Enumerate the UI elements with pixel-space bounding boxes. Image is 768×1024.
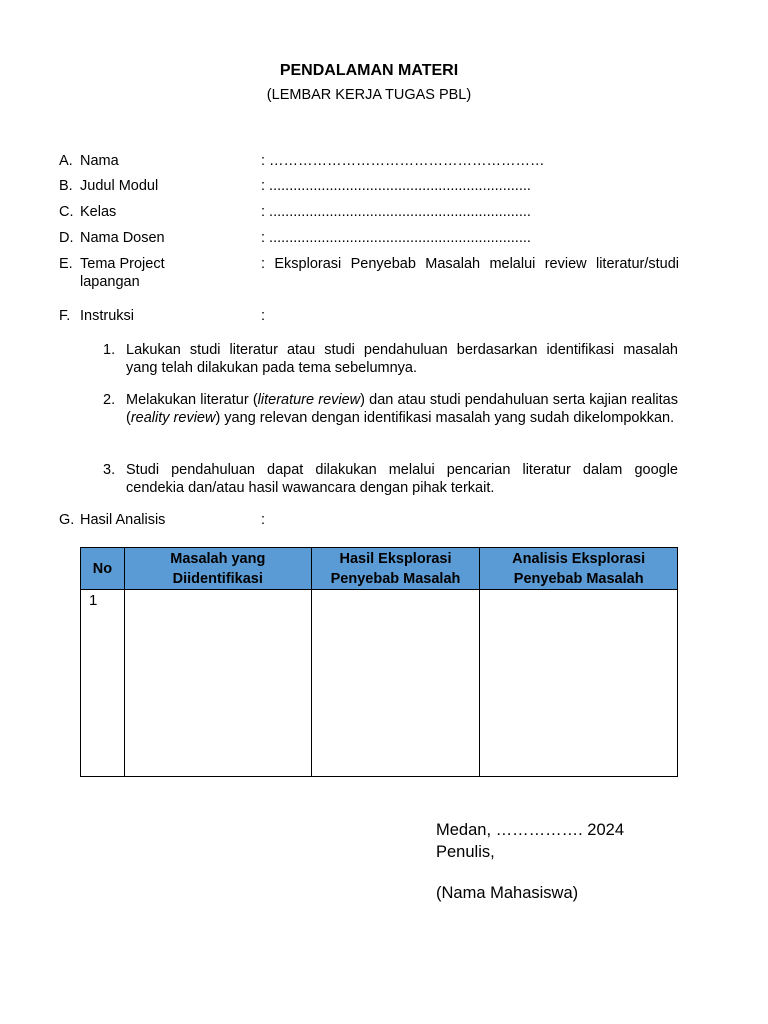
- field-label: Hasil Analisis: [80, 512, 166, 528]
- signature-place-date: Medan, ……………. 2024: [436, 821, 624, 839]
- field-value: : .................................................................: [261, 230, 531, 246]
- analysis-table: [80, 547, 678, 777]
- instruction-emphasis: literature review: [257, 392, 361, 408]
- instruction-line: cendekia dan/atau hasil wawancara dengan pihak terkait.: [126, 480, 495, 496]
- instruction-line: yang telah dilakukan pada tema sebelumnya.: [126, 360, 417, 376]
- table-cell-no[interactable]: 1: [81, 590, 125, 777]
- instruction-emphasis: reality review: [130, 410, 216, 426]
- page-subtitle: (LEMBAR KERJA TUGAS PBL): [266, 87, 472, 103]
- field-value: : .................................................................: [261, 204, 531, 220]
- table-cell-analisis-eksplorasi[interactable]: [480, 590, 678, 777]
- table-header-row: [81, 548, 678, 590]
- table-cell-masalah[interactable]: [124, 590, 311, 777]
- instruction-number: 3.: [103, 462, 116, 478]
- table-header-no: No: [81, 548, 125, 590]
- field-letter: D.: [59, 230, 74, 246]
- field-label: [80, 255, 250, 291]
- field-letter: B.: [59, 178, 73, 194]
- field-label: Nama: [80, 153, 119, 169]
- field-letter: E.: [59, 256, 73, 272]
- instruction-segment: ) dan atau studi pendahuluan serta kajian realitas (: [126, 392, 678, 426]
- instruction-number: 2.: [103, 392, 116, 408]
- signature-name: (Nama Mahasiswa): [436, 884, 579, 902]
- instruction-segment: Melakukan literatur (: [126, 392, 258, 408]
- field-label-line1: Tema Project: [80, 256, 165, 272]
- field-label: Nama Dosen: [80, 230, 165, 246]
- table-row: [81, 590, 678, 777]
- field-value: :: [261, 512, 266, 528]
- table-cell-hasil-eksplorasi[interactable]: [311, 590, 480, 777]
- field-label: Judul Modul: [80, 178, 159, 194]
- field-value: : .................................................................: [261, 178, 531, 194]
- instruction-number: 1.: [103, 342, 116, 358]
- field-value: : Eksplorasi Penyebab Masalah melalui review literatur/studi: [261, 256, 679, 272]
- instruction-text: [126, 341, 678, 377]
- field-tema-project: [59, 255, 679, 291]
- instruction-segment: ) yang relevan dengan identifikasi masalah yang sudah dikelompokkan.: [215, 410, 675, 426]
- field-letter: A.: [59, 153, 73, 169]
- page-title: PENDALAMAN MATERI: [279, 62, 459, 79]
- table-header-masalah: Masalah yang Diidentifikasi: [124, 548, 311, 590]
- field-label: Instruksi: [80, 308, 134, 324]
- field-letter: G.: [59, 512, 75, 528]
- field-label-line2: lapangan: [80, 274, 140, 290]
- instruction-line: Studi pendahuluan dapat dilakukan melalui pencarian literatur dalam google: [126, 462, 678, 478]
- table-header-analisis-eksplorasi: Analisis Eksplorasi Penyebab Masalah: [480, 548, 678, 590]
- field-letter: C.: [59, 204, 74, 220]
- field-value: :: [261, 308, 266, 324]
- instruction-text: [126, 391, 678, 427]
- field-letter: F.: [59, 308, 71, 324]
- signature-role: Penulis,: [436, 843, 495, 861]
- field-label: Kelas: [80, 204, 117, 220]
- field-value: : …………………………………………………: [261, 153, 545, 169]
- instruction-line: Lakukan studi literatur atau studi pendahuluan berdasarkan identifikasi masalah: [126, 342, 678, 358]
- table-header-hasil-eksplorasi: Hasil Eksplorasi Penyebab Masalah: [311, 548, 480, 590]
- instruction-text: [126, 461, 678, 497]
